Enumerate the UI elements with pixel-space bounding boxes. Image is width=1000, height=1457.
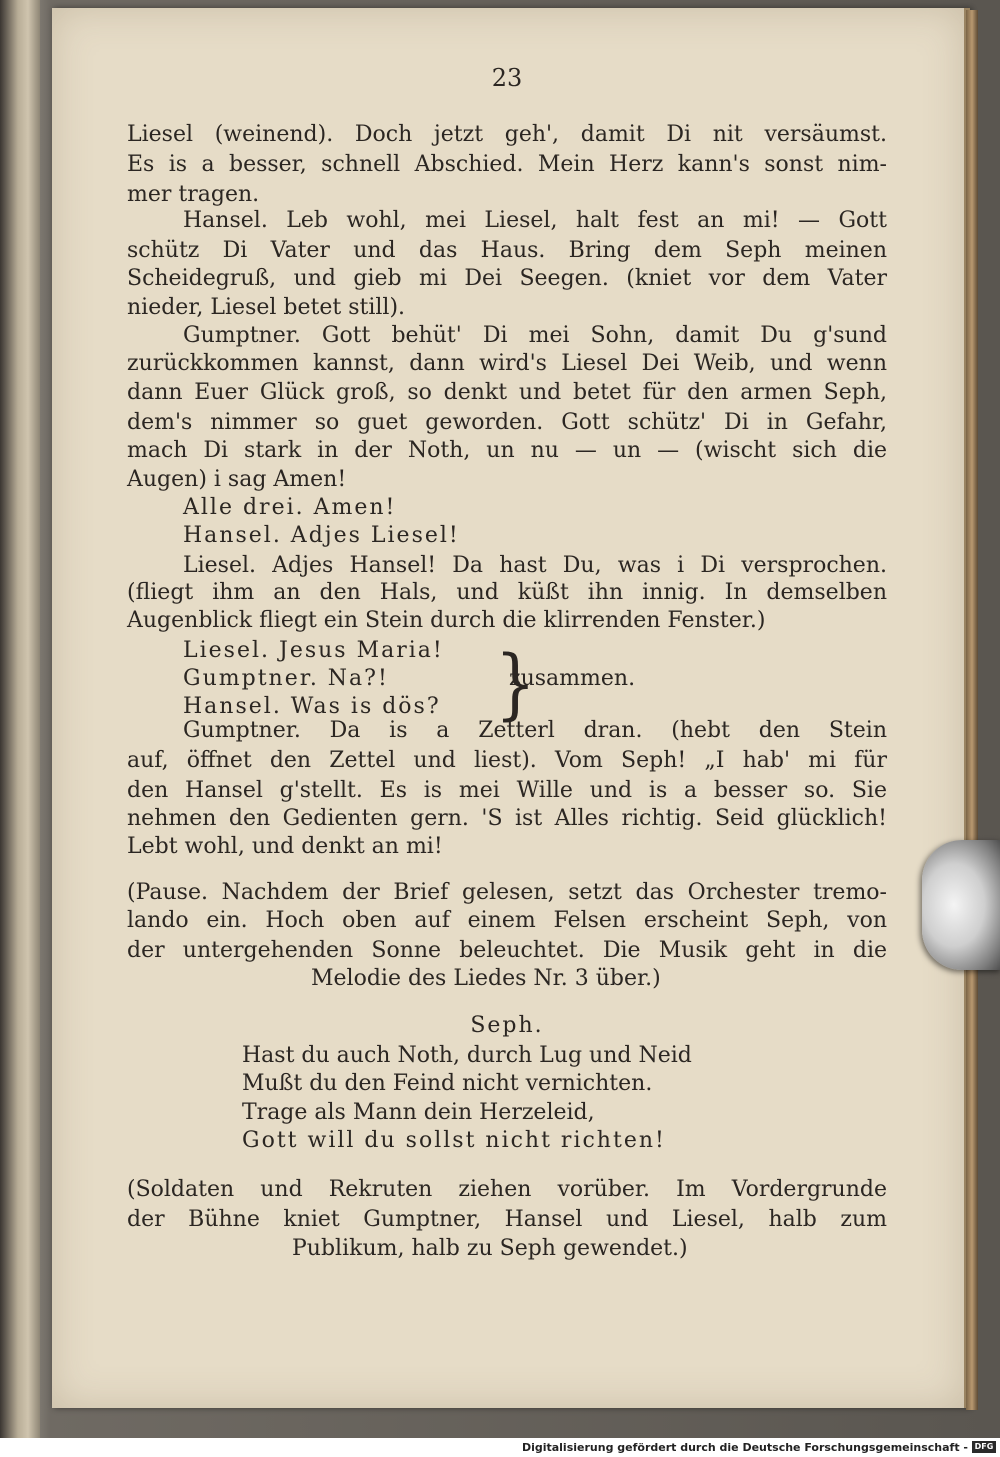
text-line: Augenblick fliegt ein Stein durch die klirrenden Fenster.): [127, 608, 766, 633]
text-line: nehmen den Gedienten gern. 'S ist Alles richtig. Seid glücklich!: [127, 806, 887, 831]
text-line: Trage als Mann dein Herzeleid,: [242, 1100, 595, 1125]
text-line: Publikum, halb zu Seph gewendet.): [292, 1236, 688, 1261]
page-number: 23: [491, 64, 523, 92]
digitization-footer: [0, 1438, 1000, 1457]
text-line: schütz Di Vater und das Haus. Bring dem Seph meinen: [127, 238, 887, 263]
book-cover-edge: [966, 10, 978, 1410]
text-line: Hansel. Adjes Liesel!: [183, 523, 460, 548]
previous-page-edge: [0, 0, 40, 1438]
text-line: Augen) i sag Amen!: [127, 467, 347, 492]
text-line: zurückkommen kannst, dann wird's Liesel Dei Weib, und wenn: [127, 351, 887, 376]
text-line: Scheidegruß, und gieb mi Dei Seegen. (kniet vor dem Vater: [127, 266, 887, 291]
text-line: Liesel. Jesus Maria!: [183, 638, 444, 663]
text-line: Lebt wohl, und denkt an mi!: [127, 834, 443, 859]
text-line: Mußt du den Feind nicht vernichten.: [242, 1071, 653, 1096]
text-line: Es is a besser, schnell Abschied. Mein Herz kann's sonst nim-: [127, 152, 887, 177]
text-line: Liesel (weinend). Doch jetzt geh', damit Di nit versäumst.: [127, 122, 887, 147]
text-line: Gumptner. Gott behüt' Di mei Sohn, damit Du g'sund: [183, 323, 887, 348]
text-line: den Hansel g'stellt. Es is mei Wille und is a besser so. Sie: [127, 778, 887, 803]
text-line: Gott will du sollst nicht richten!: [242, 1128, 666, 1153]
text-line: Gumptner. Na?!: [183, 666, 389, 691]
page-clip: [922, 840, 1000, 970]
text-line: der untergehenden Sonne beleuchtet. Die Musik geht in die: [127, 938, 887, 963]
text-line: (Pause. Nachdem der Brief gelesen, setzt das Orchester tremo-: [127, 880, 887, 905]
text-line: Hast du auch Noth, durch Lug und Neid: [242, 1043, 692, 1068]
text-line: Hansel. Was is dös?: [183, 694, 441, 719]
text-line: der Bühne kniet Gumptner, Hansel und Liesel, halb zum: [127, 1207, 887, 1232]
brace-mark: }: [495, 640, 536, 730]
text-line: mach Di stark in der Noth, un nu — un — (wischt sich die: [127, 438, 887, 463]
text-line: Alle drei. Amen!: [183, 495, 397, 520]
text-line: nieder, Liesel betet still).: [127, 295, 406, 320]
text-line: Melodie des Liedes Nr. 3 über.): [311, 966, 661, 991]
text-line: (fliegt ihm an den Hals, und küßt ihn innig. In demselben: [127, 580, 887, 605]
text-line: lando ein. Hoch oben auf einem Felsen erscheint Seph, von: [127, 908, 887, 933]
text-line: auf, öffnet den Zettel und liest). Vom Seph! „I hab' mi für: [127, 748, 887, 773]
text-line: dann Euer Glück groß, so denkt und betet für den armen Seph,: [127, 380, 887, 405]
text-line: Seph.: [470, 1013, 544, 1038]
dfg-logo: DFG: [972, 1441, 996, 1453]
text-line: dem's nimmer so guet geworden. Gott schütz' Di in Gefahr,: [127, 410, 887, 435]
text-line: Gumptner. Da is a Zetterl dran. (hebt den Stein: [183, 718, 887, 743]
text-line: Liesel. Adjes Hansel! Da hast Du, was i Di versprochen.: [183, 553, 887, 578]
text-line: zusammen.: [509, 666, 636, 691]
footer-text: Digitalisierung gefördert durch die Deutsche Forschungsgemeinschaft -: [521, 1441, 968, 1454]
text-line: (Soldaten und Rekruten ziehen vorüber. Im Vordergrunde: [127, 1177, 887, 1202]
text-line: mer tragen.: [127, 182, 260, 207]
text-line: Hansel. Leb wohl, mei Liesel, halt fest an mi! — Gott: [183, 208, 887, 233]
